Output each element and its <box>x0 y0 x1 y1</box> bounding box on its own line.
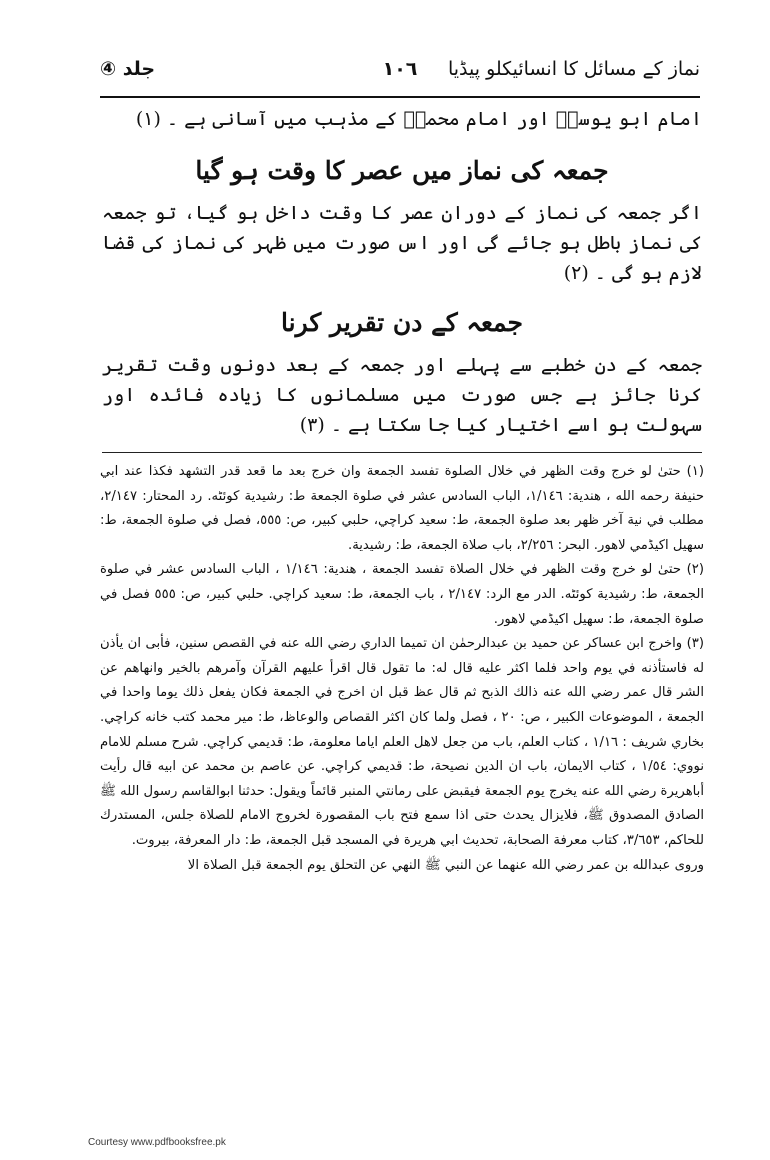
main-text <box>102 104 702 440</box>
footnote-3: (٣) واخرج ابن عساكر عن حميد بن عبدالرحمٰن ان تميما الداري رضي الله عنه في القصص سنين، فأبى ان يأذن له فاستأذنه في يوم واحد فلما اكثر عليه قال له: ما تقول قال اقرأ عليهم القرآن وآمرهم بالخير وانهاهم عن الشر قال عمر رضي الله عنه ذالك الذبح ثم قال عظ قبل ان اخرج في الجمعة فكان يفعل ذلك يوما واحدا في الجمعة ، الموضوعات الكبير ، ص: ٢٠ ، فصل ولما كان اكثر القصاص والوعاظ، ط: مير محمد كتب خانه كراچي. بخاري شريف : ١/١٦ ، كتاب العلم، باب من جعل لاهل العلم اياما معلومة، ط: قديمي كراچي. شرح مسلم للامام نووي: ١/٥٤ ، كتاب الايمان، باب ان الدين نصيحة، ط: قديمي كراچي. عن عاصم بن محمد عن ابيه قال رأيت أباهريرة رضي الله عنه يخرج يوم الجمعة فيقبض على رمانتي المنبر قائماً ويقول: حدثنا ابوالقاسم رسول الله ﷺ الصادق المصدوق ﷺ، فلايزال يحدث حتى اذا سمع فتح باب المقصورة لخروج الامام للصلاة جلس، المستدرك للحاكم، ٣/٦٥٣، كتاب معرفة الصحابة، تحديث ابي هريرة في المسجد قبل الجمعة، ط: دار المعرفة، بيروت. <box>100 636 704 848</box>
footnotes <box>100 460 704 878</box>
page-header <box>100 54 700 98</box>
section-text-speech: جمعہ کے دن خطبے سے پہلے اور جمعہ کے بعد دونوں وقت تقریر کرنا جائز ہے جس صورت میں مسلمانوں کا زیادہ فائدہ اور سہولت ہو اسے اختیار کیا جا سکتا ہے ۔ (٣) <box>102 354 702 436</box>
footnote-continuation: وروى عبدالله بن عمر رضي الله عنهما عن النبي ﷺ النهي عن التحلق يوم الجمعة قبل الصلاة الا <box>187 857 704 873</box>
intro-line: امام ابو یوسفؒ اور امام محمدؒ کے مذہب میں آسانی ہے ۔ (١) <box>135 108 702 130</box>
running-title: نماز کے مسائل کا انسائیکلو پیڈیا <box>447 58 700 80</box>
section-heading-asr: جمعہ کی نماز میں عصر کا وقت ہو گیا <box>195 156 609 185</box>
header-rule <box>100 96 700 98</box>
footnote-2: (٢) حتىٰ لو خرج وقت الظهر في خلال الصلاة تفسد الجمعة ، هندية: ١/١٤٦ ، الباب السادس عشر في صلوة الجمعة، ط: رشيدية كوئٹه. الدر مع الرد: ٢/١٤٧ ، باب الجمعة، ط: سعيد كراچي. حلبي كبير، ص: ٥٥٥ فصل في صلوة الجمعة، ط: سهيل اكيڈمي لاهور. <box>100 562 705 627</box>
footnote-1: (١) حتیٰ لو خرج وقت الظهر في خلال الصلوة تفسد الجمعة وان خرج بعد ما قعد قدر التشهد فكذا عند ابي حنيفة رحمه الله ، هندية: ١/١٤٦، الباب السادس عشر في صلوة الجمعة ط: رشيدية كوئٹه. رد المحتار: ٢/١٤٧، مطلب في نية آخر ظهر بعد صلوة الجمعة، ط: سعيد كراچي، حلبي كبير، ص: ٥٥٥، فصل في صلوة الجمعة، ط: سهيل اكيڈمي لاهور. البحر: ٢/٢٥٦، باب صلاة الجمعة، ط: رشيدية. <box>100 464 704 553</box>
footnote-divider <box>102 452 702 453</box>
page-number: ١٠٦ <box>382 58 418 80</box>
courtesy-link[interactable]: Courtesy www.pdfbooksfree.pk <box>88 1137 226 1148</box>
section-text-asr: اگر جمعہ کی نماز کے دوران عصر کا وقت داخل ہو گیا، تو جمعہ کی نماز باطل ہو جائے گی اور اس صورت میں ظہر کی نماز کی قضا لازم ہو گی ۔ (٢) <box>102 202 702 284</box>
section-heading-speech: جمعہ کے دن تقریر کرنا <box>281 308 523 337</box>
volume-label: جلد ④ <box>100 58 156 80</box>
